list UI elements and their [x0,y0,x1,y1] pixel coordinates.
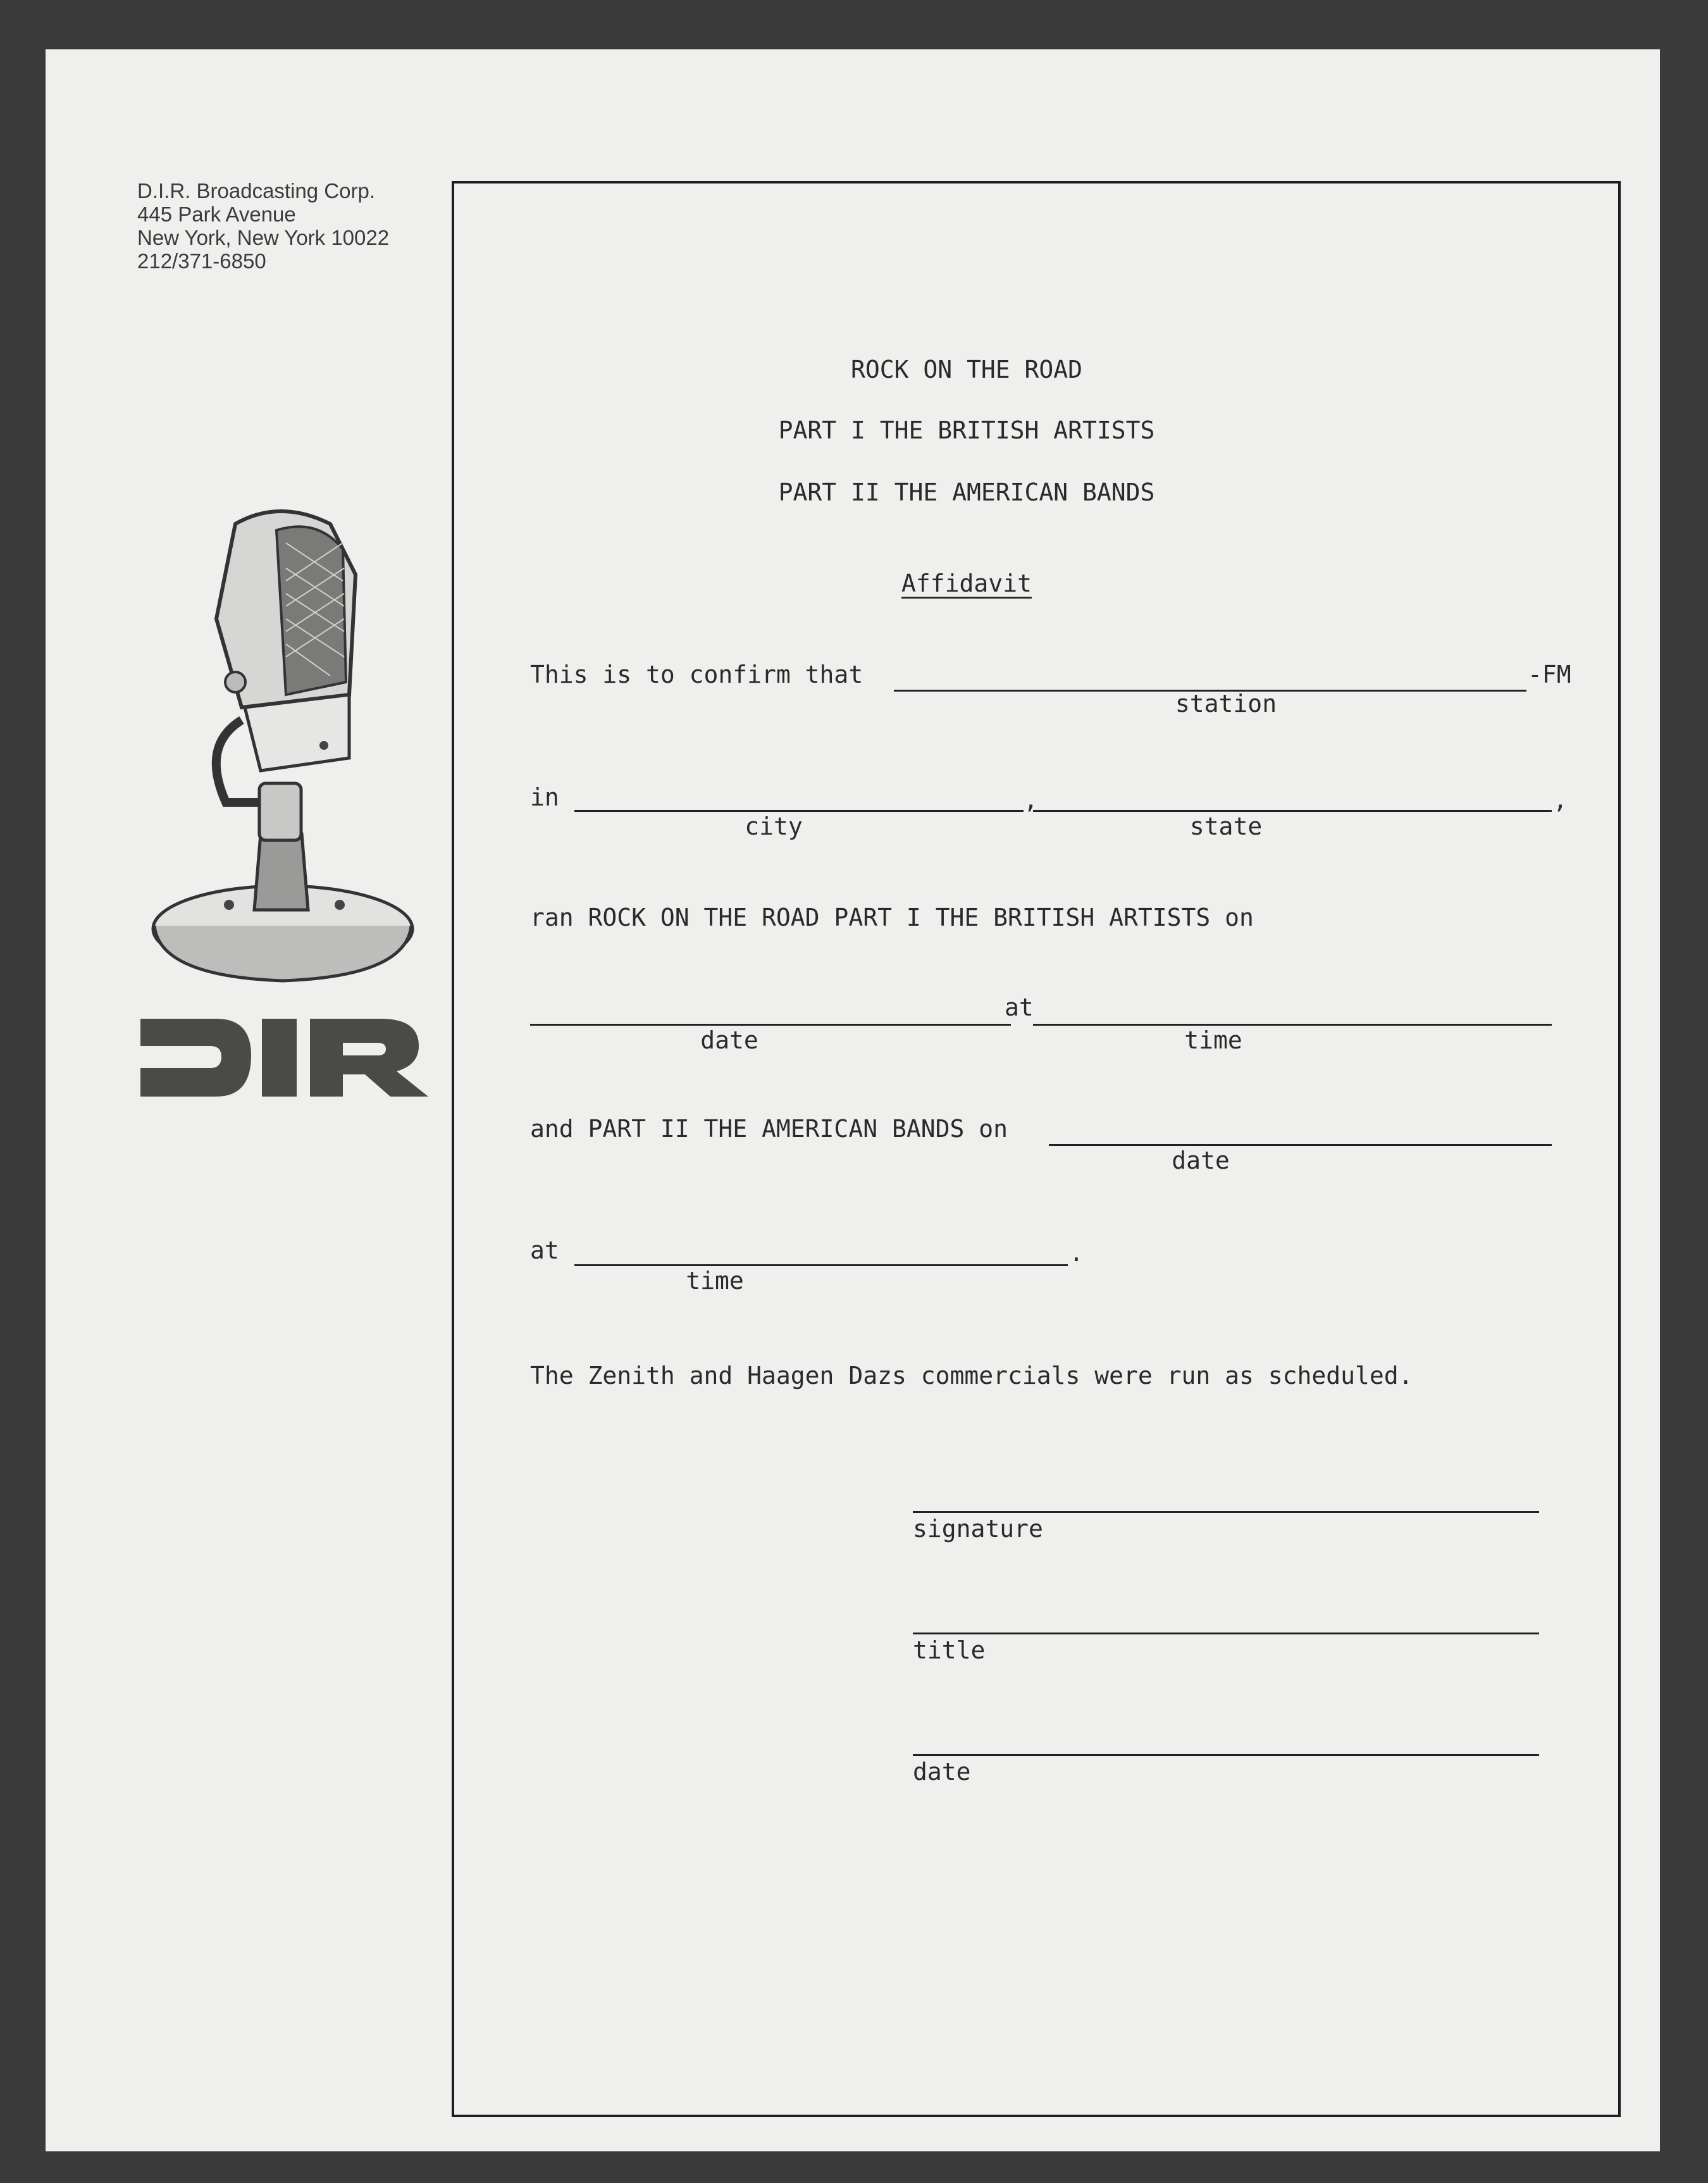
phone-number: 212/371-6850 [137,249,266,273]
company-name: D.I.R. Broadcasting Corp. [137,179,375,202]
state-comma: , [1553,786,1568,814]
state-field[interactable] [1033,810,1552,812]
part-two-date-label: date [1172,1147,1230,1174]
part-one-run-text: ran ROCK ON THE ROAD PART I THE BRITISH ARTISTS on [530,904,1254,931]
form-frame [452,181,1621,2117]
commercials-statement: The Zenith and Haagen Dazs commercials were run as scheduled. [530,1362,1413,1390]
part-two-date-field[interactable] [1049,1144,1552,1146]
signed-date-field[interactable] [913,1754,1539,1756]
at-text: at [1005,993,1034,1021]
city-address: New York, New York 10022 [137,226,390,249]
part-one-time-label: time [1184,1026,1242,1054]
affidavit-title: Affidavit [901,569,1032,597]
dir-logo [140,505,431,1138]
part-two-run-text: and PART II THE AMERICAN BANDS on [530,1115,1008,1143]
signature-label: signature [913,1515,1043,1543]
dir-logo-letters [140,1019,428,1097]
fm-suffix: -FM [1528,661,1571,688]
city-comma: , [1024,786,1038,814]
affidavit-sheet [46,49,1660,2151]
part-one-time-field[interactable] [1033,1024,1552,1026]
title-label: title [913,1636,986,1664]
signature-field[interactable] [913,1511,1539,1513]
part-one-date-field[interactable] [530,1024,1011,1026]
city-label: city [745,812,803,840]
part-two-time-label: time [686,1267,744,1295]
microphone-icon [153,511,412,981]
station-label: station [1175,690,1277,718]
part-two-time-field[interactable] [574,1264,1068,1266]
signed-date-label: date [913,1758,971,1786]
part-two-heading: PART II THE AMERICAN BANDS [778,478,1155,506]
in-text: in [530,783,559,811]
part-one-date-label: date [700,1026,758,1054]
at-text-2: at [530,1236,559,1264]
letterhead-address [137,179,389,273]
program-title: ROCK ON THE ROAD [850,356,1083,383]
period-mark: . [1069,1239,1084,1267]
city-field[interactable] [574,810,1024,812]
confirm-text: This is to confirm that [530,661,863,688]
title-field[interactable] [913,1633,1539,1634]
part-one-heading: PART I THE BRITISH ARTISTS [778,416,1155,444]
street-address: 445 Park Avenue [137,202,296,226]
state-label: state [1189,812,1263,840]
